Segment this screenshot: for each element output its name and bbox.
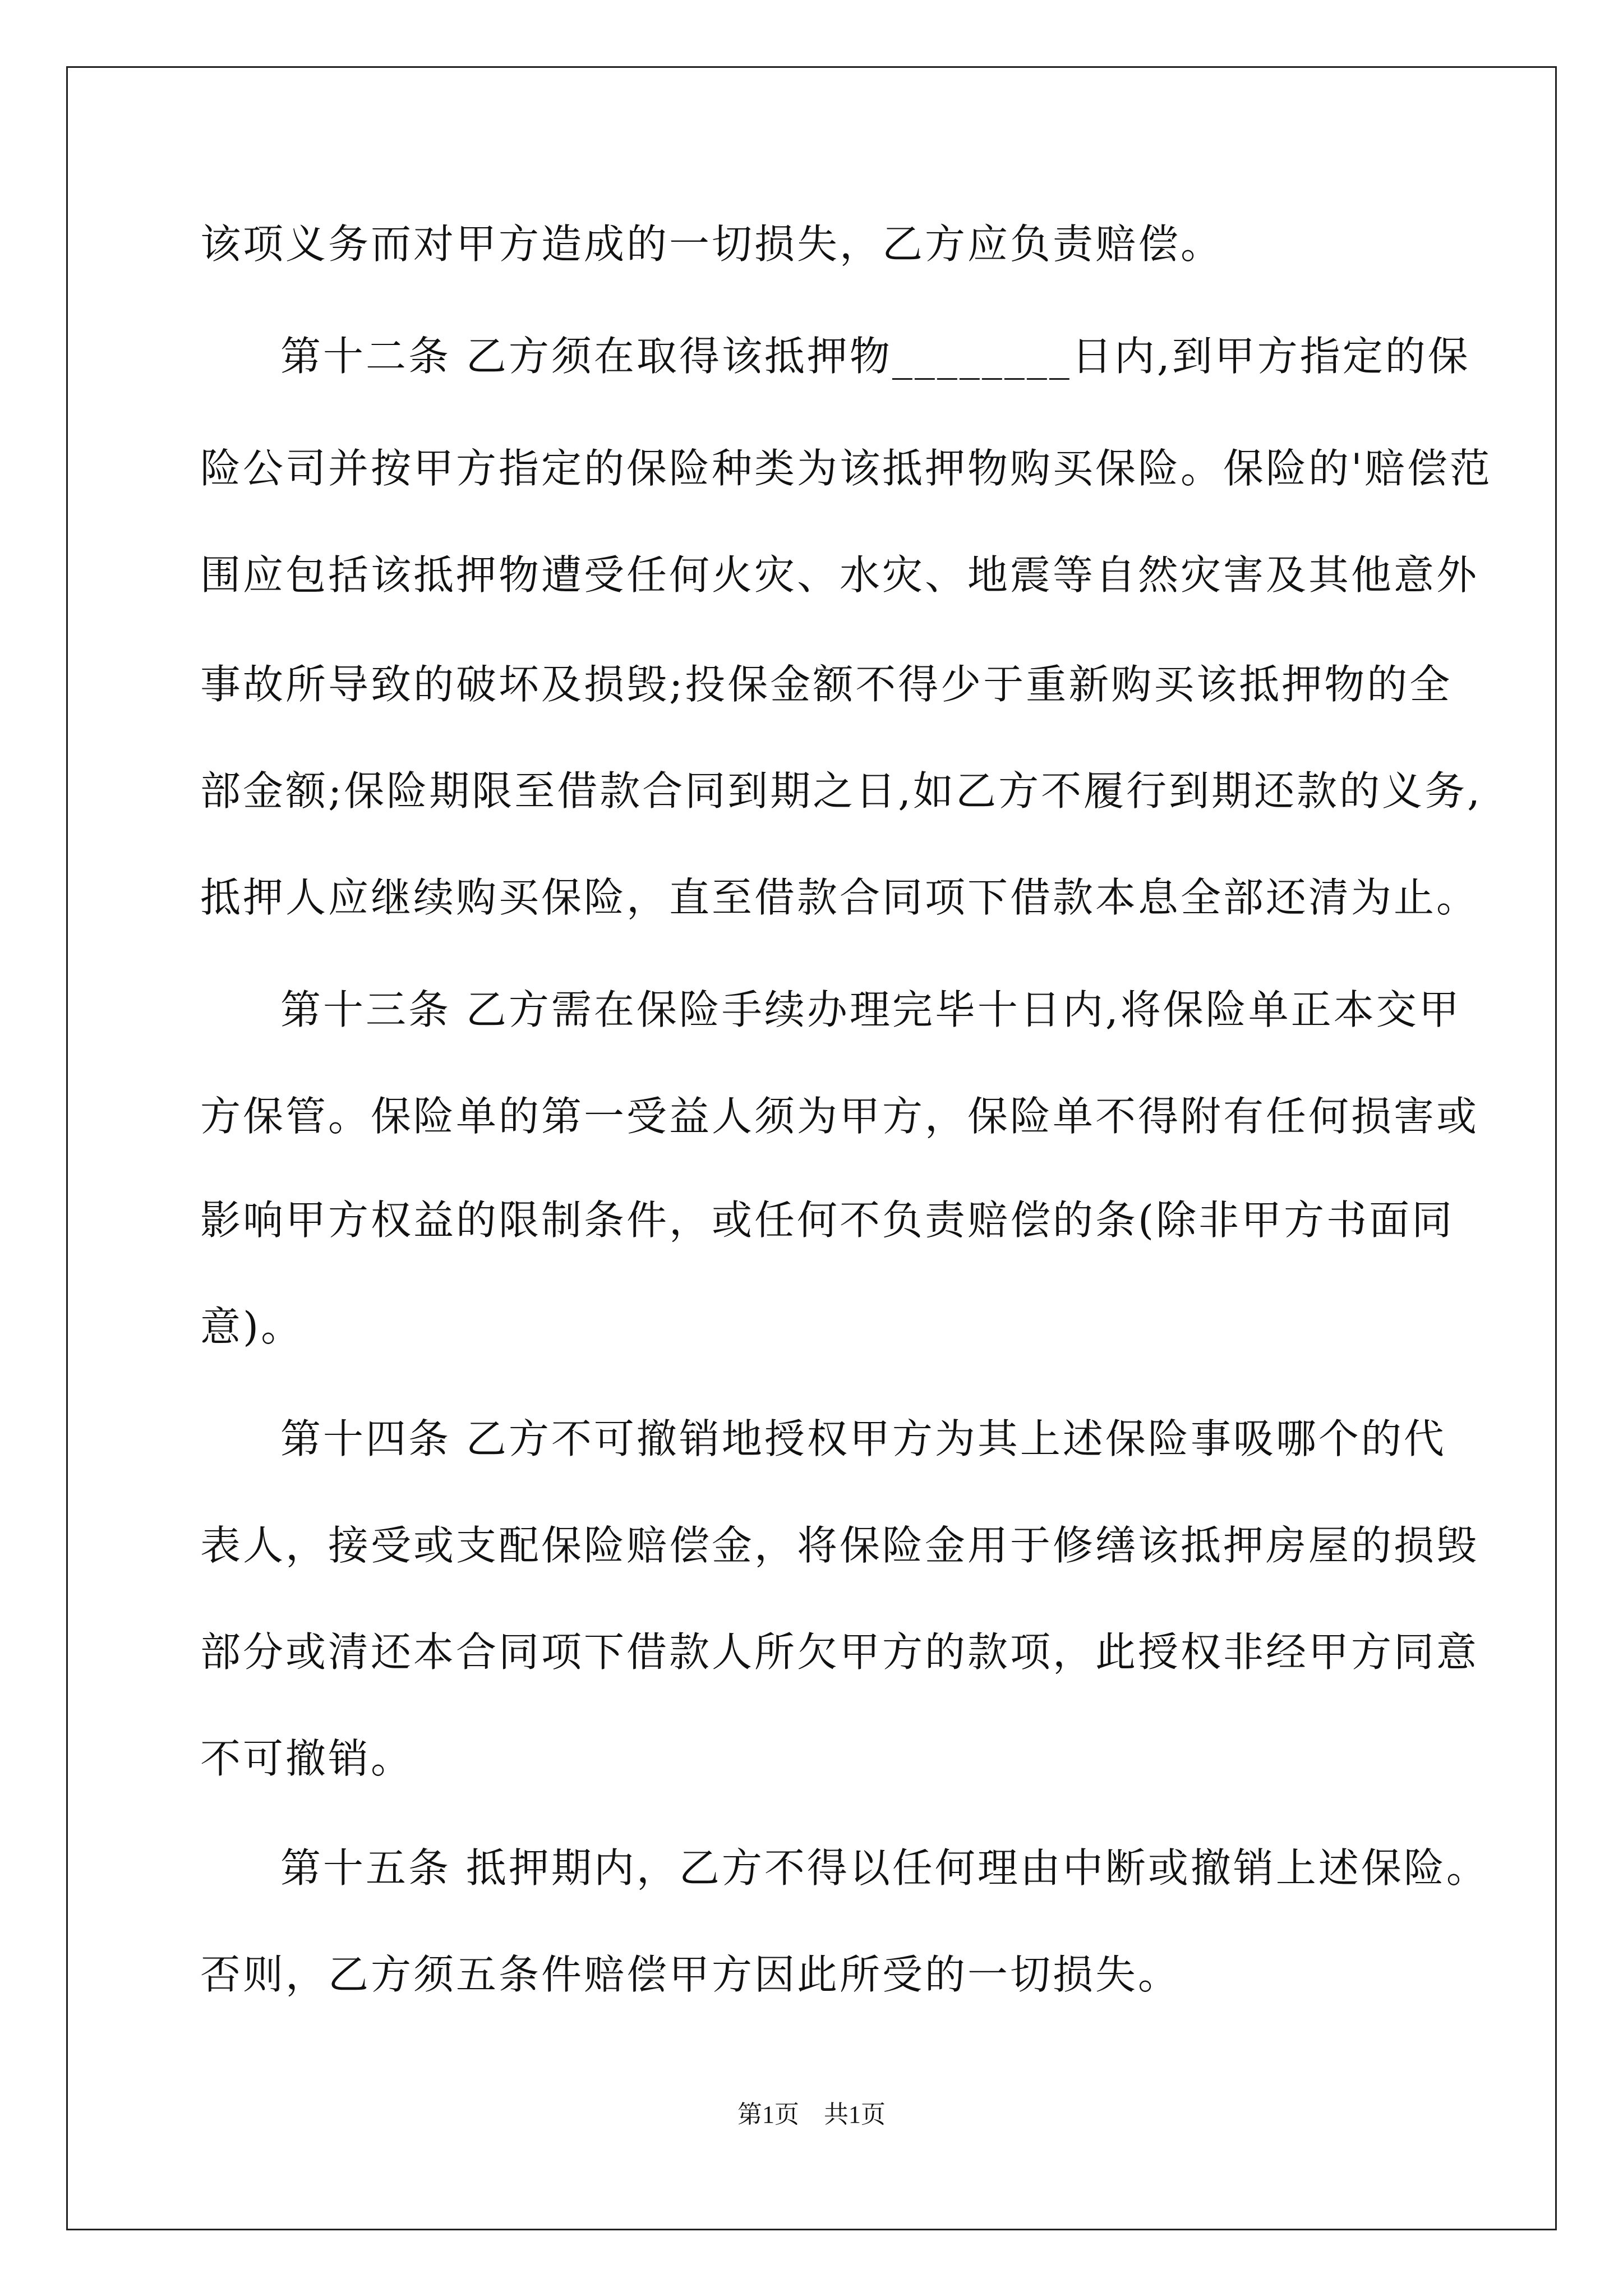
- article-15-line-2: 否则，乙方须五条件赔偿甲方因此所受的一切损失。: [200, 1951, 1181, 1998]
- article-12-line-2: 险公司并按甲方指定的保险种类为该抵押物购买保险。保险的'赔偿范: [200, 445, 1492, 492]
- article-12-line-5: 部金额;保险期限至借款合同到期之日,如乙方不履行到期还款的义务,: [200, 767, 1483, 815]
- article-14-line-3: 部分或清还本合同项下借款人所欠甲方的款项，此授权非经甲方同意: [200, 1628, 1479, 1676]
- article-13-line-4: 意)。: [200, 1303, 304, 1350]
- article-13-line-3: 影响甲方权益的限制条件，或任何不负责赔偿的条(除非甲方书面同: [200, 1197, 1455, 1244]
- page-border: [66, 66, 1557, 2230]
- article-13-line-2: 方保管。保险单的第一受益人须为甲方，保险单不得附有任何损害或: [200, 1093, 1479, 1140]
- article-12-line-3: 围应包括该抵押物遭受任何火灾、水灾、地震等自然灾害及其他意外: [200, 551, 1479, 599]
- article-14-line-4: 不可撤销。: [200, 1735, 414, 1782]
- article-12-line-1: 第十二条 乙方须在取得该抵押物________日内,到甲方指定的保: [280, 333, 1470, 380]
- article-12-line-6: 抵押人应继续购买保险，直至借款合同项下借款本息全部还清为止。: [200, 874, 1479, 921]
- article-15-line-1: 第十五条 抵押期内，乙方不得以任何理由中断或撤销上述保险。: [280, 1844, 1489, 1892]
- page-footer: 第1页 共1页: [737, 2101, 886, 2128]
- text-line-1: 该项义务而对甲方造成的一切损失，乙方应负责赔偿。: [200, 220, 1224, 268]
- article-12-line-4: 事故所导致的破坏及损毁;投保金额不得少于重新购买该抵押物的全: [200, 661, 1453, 708]
- article-14-line-1: 第十四条 乙方不可撤销地授权甲方为其上述保险事吸哪个的代: [280, 1415, 1446, 1462]
- article-14-line-2: 表人，接受或支配保险赔偿金，将保险金用于修缮该抵押房屋的损毁: [200, 1522, 1479, 1569]
- article-13-line-1: 第十三条 乙方需在保险手续办理完毕十日内,将保险单正本交甲: [280, 986, 1461, 1033]
